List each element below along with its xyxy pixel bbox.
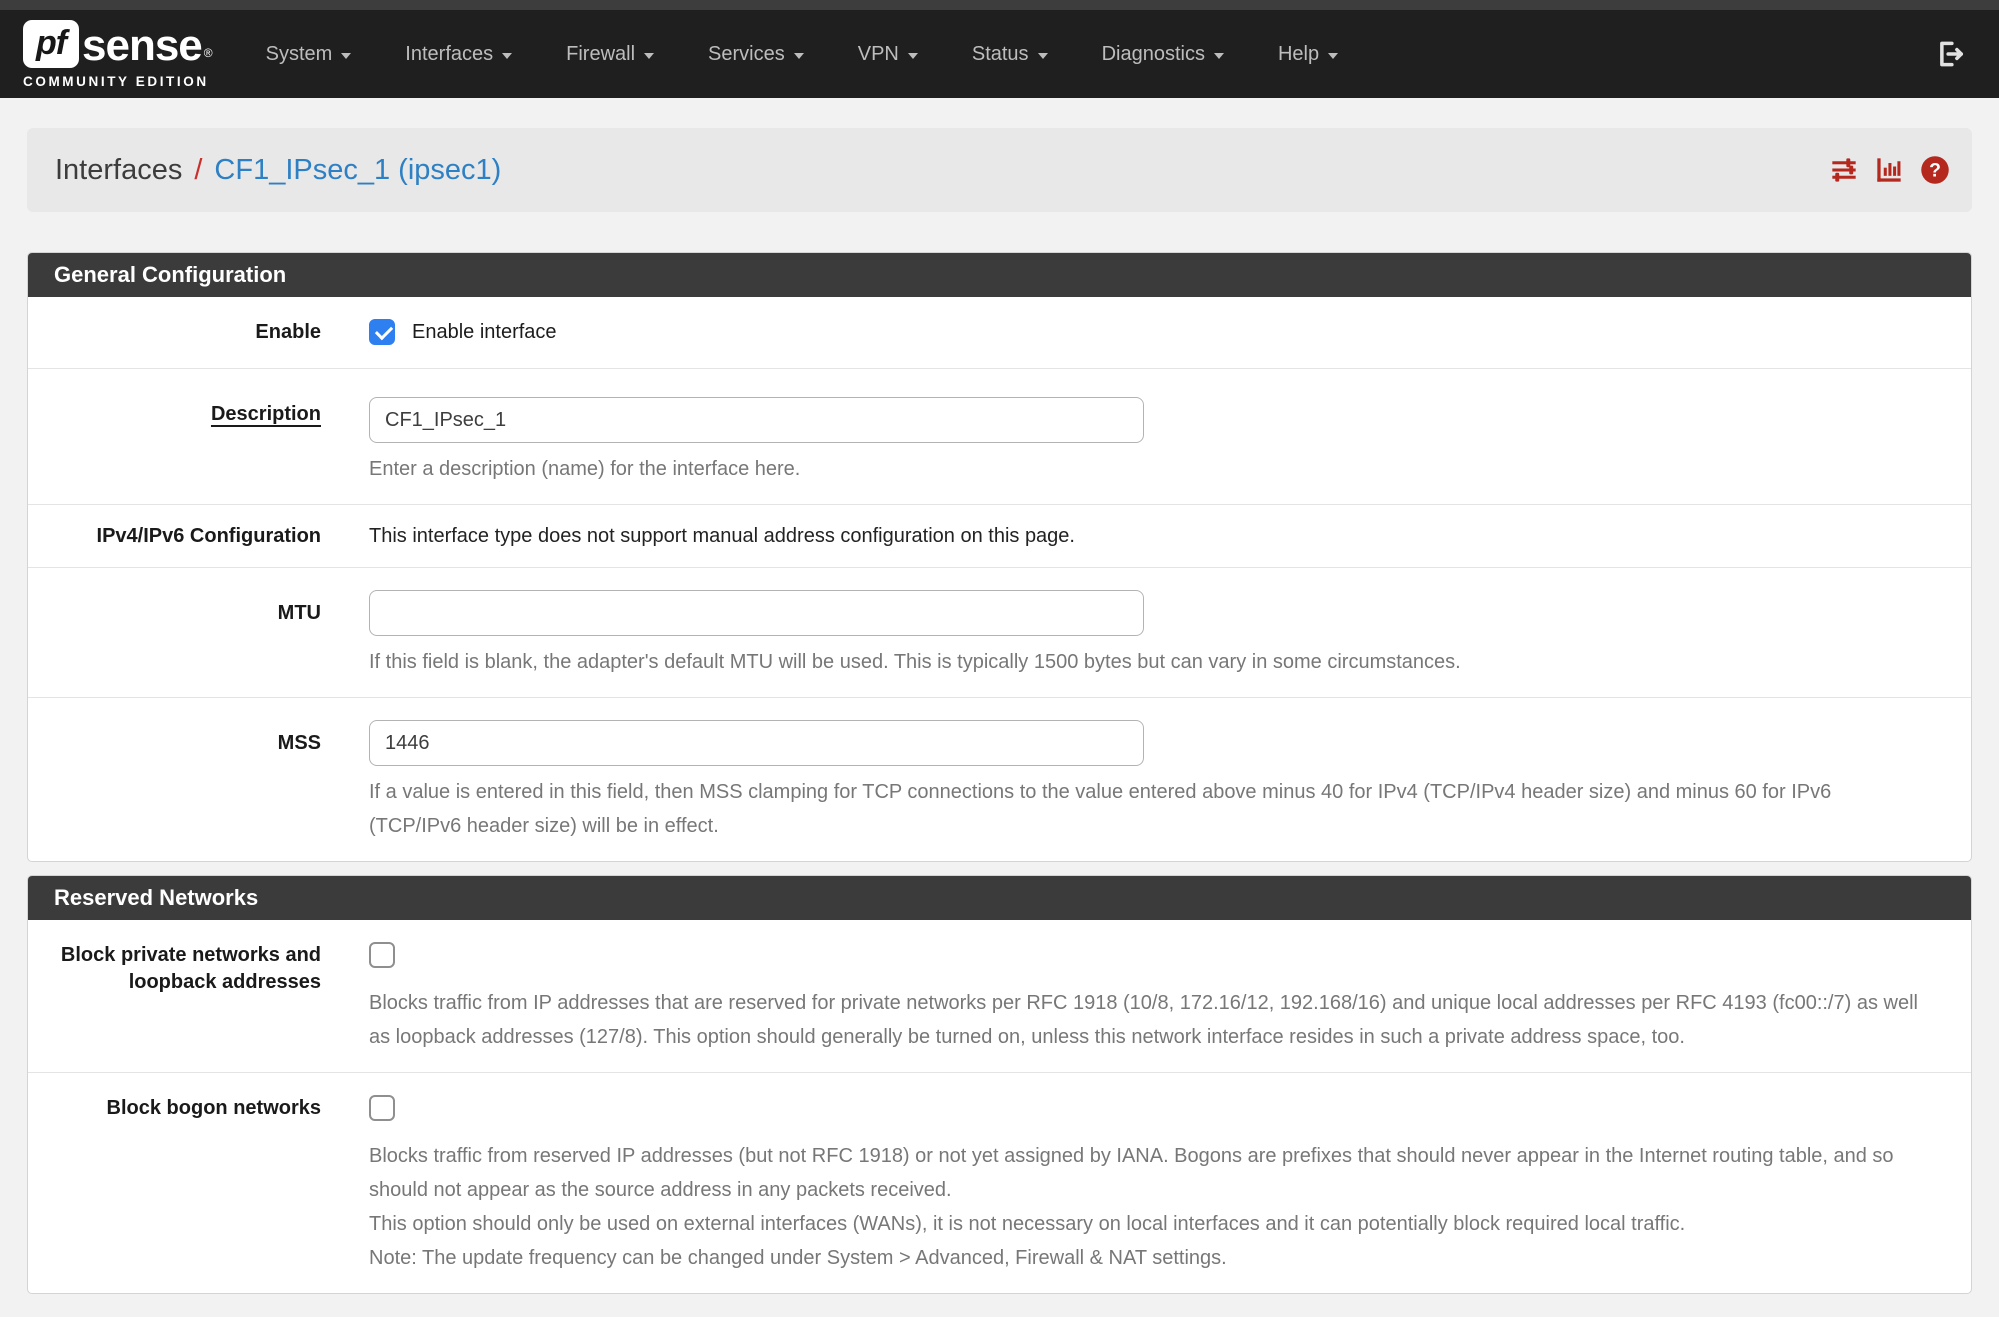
enable-interface-checkbox-label: Enable interface <box>412 320 557 343</box>
main-navbar <box>0 10 1999 98</box>
chevron-down-icon <box>1214 53 1224 59</box>
nav-item-system[interactable]: System <box>239 43 379 66</box>
description-input[interactable] <box>369 397 1144 443</box>
ip-configuration-label: IPv4/IPv6 Configuration <box>96 525 321 547</box>
enable-row <box>28 297 1971 368</box>
status-sliders-icon[interactable] <box>1830 156 1858 184</box>
reserved-networks-panel <box>27 875 1972 1294</box>
nav-item-status[interactable]: Status <box>945 43 1075 66</box>
panel-title: General Configuration <box>28 253 1971 297</box>
nav-item-diagnostics[interactable]: Diagnostics <box>1075 43 1251 66</box>
breadcrumb-separator: / <box>194 153 203 186</box>
block-bogon-label: Block bogon networks <box>106 1097 321 1119</box>
pfsense-logo[interactable] <box>23 20 213 89</box>
description-help-text: Enter a description (name) for the interface here. <box>369 458 801 480</box>
breadcrumb-page-link[interactable]: CF1_IPsec_1 (ipsec1) <box>214 153 502 186</box>
svg-text:?: ? <box>1929 159 1941 182</box>
enable-label: Enable <box>255 321 321 343</box>
help-icon[interactable] <box>1920 155 1950 185</box>
chevron-down-icon <box>644 53 654 59</box>
community-edition-label: COMMUNITY EDITION <box>23 73 209 89</box>
registered-mark: ® <box>203 45 213 60</box>
block-bogon-help-line1: Blocks traffic from reserved IP addresses (but not RFC 1918) or not yet assigned by IANA. Bogons are prefixes that should never appear in the Internet routing table, and so should not appear as the source address in any packets received. <box>369 1145 1894 1201</box>
block-private-help-text: Blocks traffic from IP addresses that are reserved for private networks per RFC 1918 (10/8, 172.16/12, 192.168/16) and unique local addresses per RFC 4193 (fc00::/7) as well as loopback addresses (127/8). This option should generally be turned on, unless this network interface resides in such a private address space, too. <box>369 992 1918 1048</box>
block-private-label: Block private networks and loopback addresses <box>60 944 321 993</box>
nav-item-services[interactable]: Services <box>681 43 831 66</box>
mss-label: MSS <box>277 732 321 754</box>
block-bogon-help-line3: Note: The update frequency can be changed under System > Advanced, Firewall & NAT settings. <box>369 1247 1227 1269</box>
top-strip <box>0 0 1999 10</box>
panel-title: Reserved Networks <box>28 876 1971 920</box>
breadcrumb <box>27 128 1972 212</box>
description-row <box>28 368 1971 504</box>
ip-configuration-row <box>28 504 1971 567</box>
block-bogon-help-line2: This option should only be used on external interfaces (WANs), it is not necessary on local interfaces and it can potentially block required local traffic. <box>369 1213 1686 1235</box>
pf-logo-text: pf <box>35 24 67 62</box>
mtu-input[interactable] <box>369 590 1144 636</box>
block-bogon-help-text <box>369 1139 1929 1275</box>
block-bogon-row <box>28 1072 1971 1293</box>
logout-icon[interactable] <box>1935 39 1965 69</box>
block-private-checkbox[interactable] <box>369 942 395 968</box>
breadcrumb-section: Interfaces <box>55 153 183 186</box>
chevron-down-icon <box>908 53 918 59</box>
nav-item-vpn[interactable]: VPN <box>831 43 945 66</box>
enable-interface-checkbox[interactable] <box>369 319 395 345</box>
mtu-label: MTU <box>277 602 321 624</box>
nav-menu <box>239 43 1935 66</box>
mtu-row <box>28 567 1971 697</box>
mtu-help-text: If this field is blank, the adapter's default MTU will be used. This is typically 1500 bytes but can vary in some circumstances. <box>369 651 1461 673</box>
nav-item-interfaces[interactable]: Interfaces <box>378 43 539 66</box>
chevron-down-icon <box>341 53 351 59</box>
ip-configuration-text: This interface type does not support manual address configuration on this page. <box>369 525 1075 547</box>
nav-item-firewall[interactable]: Firewall <box>539 43 681 66</box>
sense-logo-text: sense <box>82 20 202 70</box>
pf-logo-box <box>23 20 79 68</box>
mss-row <box>28 697 1971 861</box>
block-private-row <box>28 920 1971 1072</box>
general-configuration-panel <box>27 252 1972 862</box>
mss-input[interactable] <box>369 720 1144 766</box>
block-bogon-checkbox[interactable] <box>369 1095 395 1121</box>
chevron-down-icon <box>502 53 512 59</box>
chevron-down-icon <box>794 53 804 59</box>
chevron-down-icon <box>1328 53 1338 59</box>
monitor-chart-icon[interactable] <box>1875 156 1903 184</box>
nav-item-help[interactable]: Help <box>1251 43 1365 66</box>
description-label[interactable]: Description <box>210 403 321 425</box>
mss-help-text: If a value is entered in this field, then MSS clamping for TCP connections to the value entered above minus 40 for IPv4 (TCP/IPv4 header size) and minus 60 for IPv6 (TCP/IPv6 header size) will be in effect. <box>369 781 1832 837</box>
chevron-down-icon <box>1038 53 1048 59</box>
